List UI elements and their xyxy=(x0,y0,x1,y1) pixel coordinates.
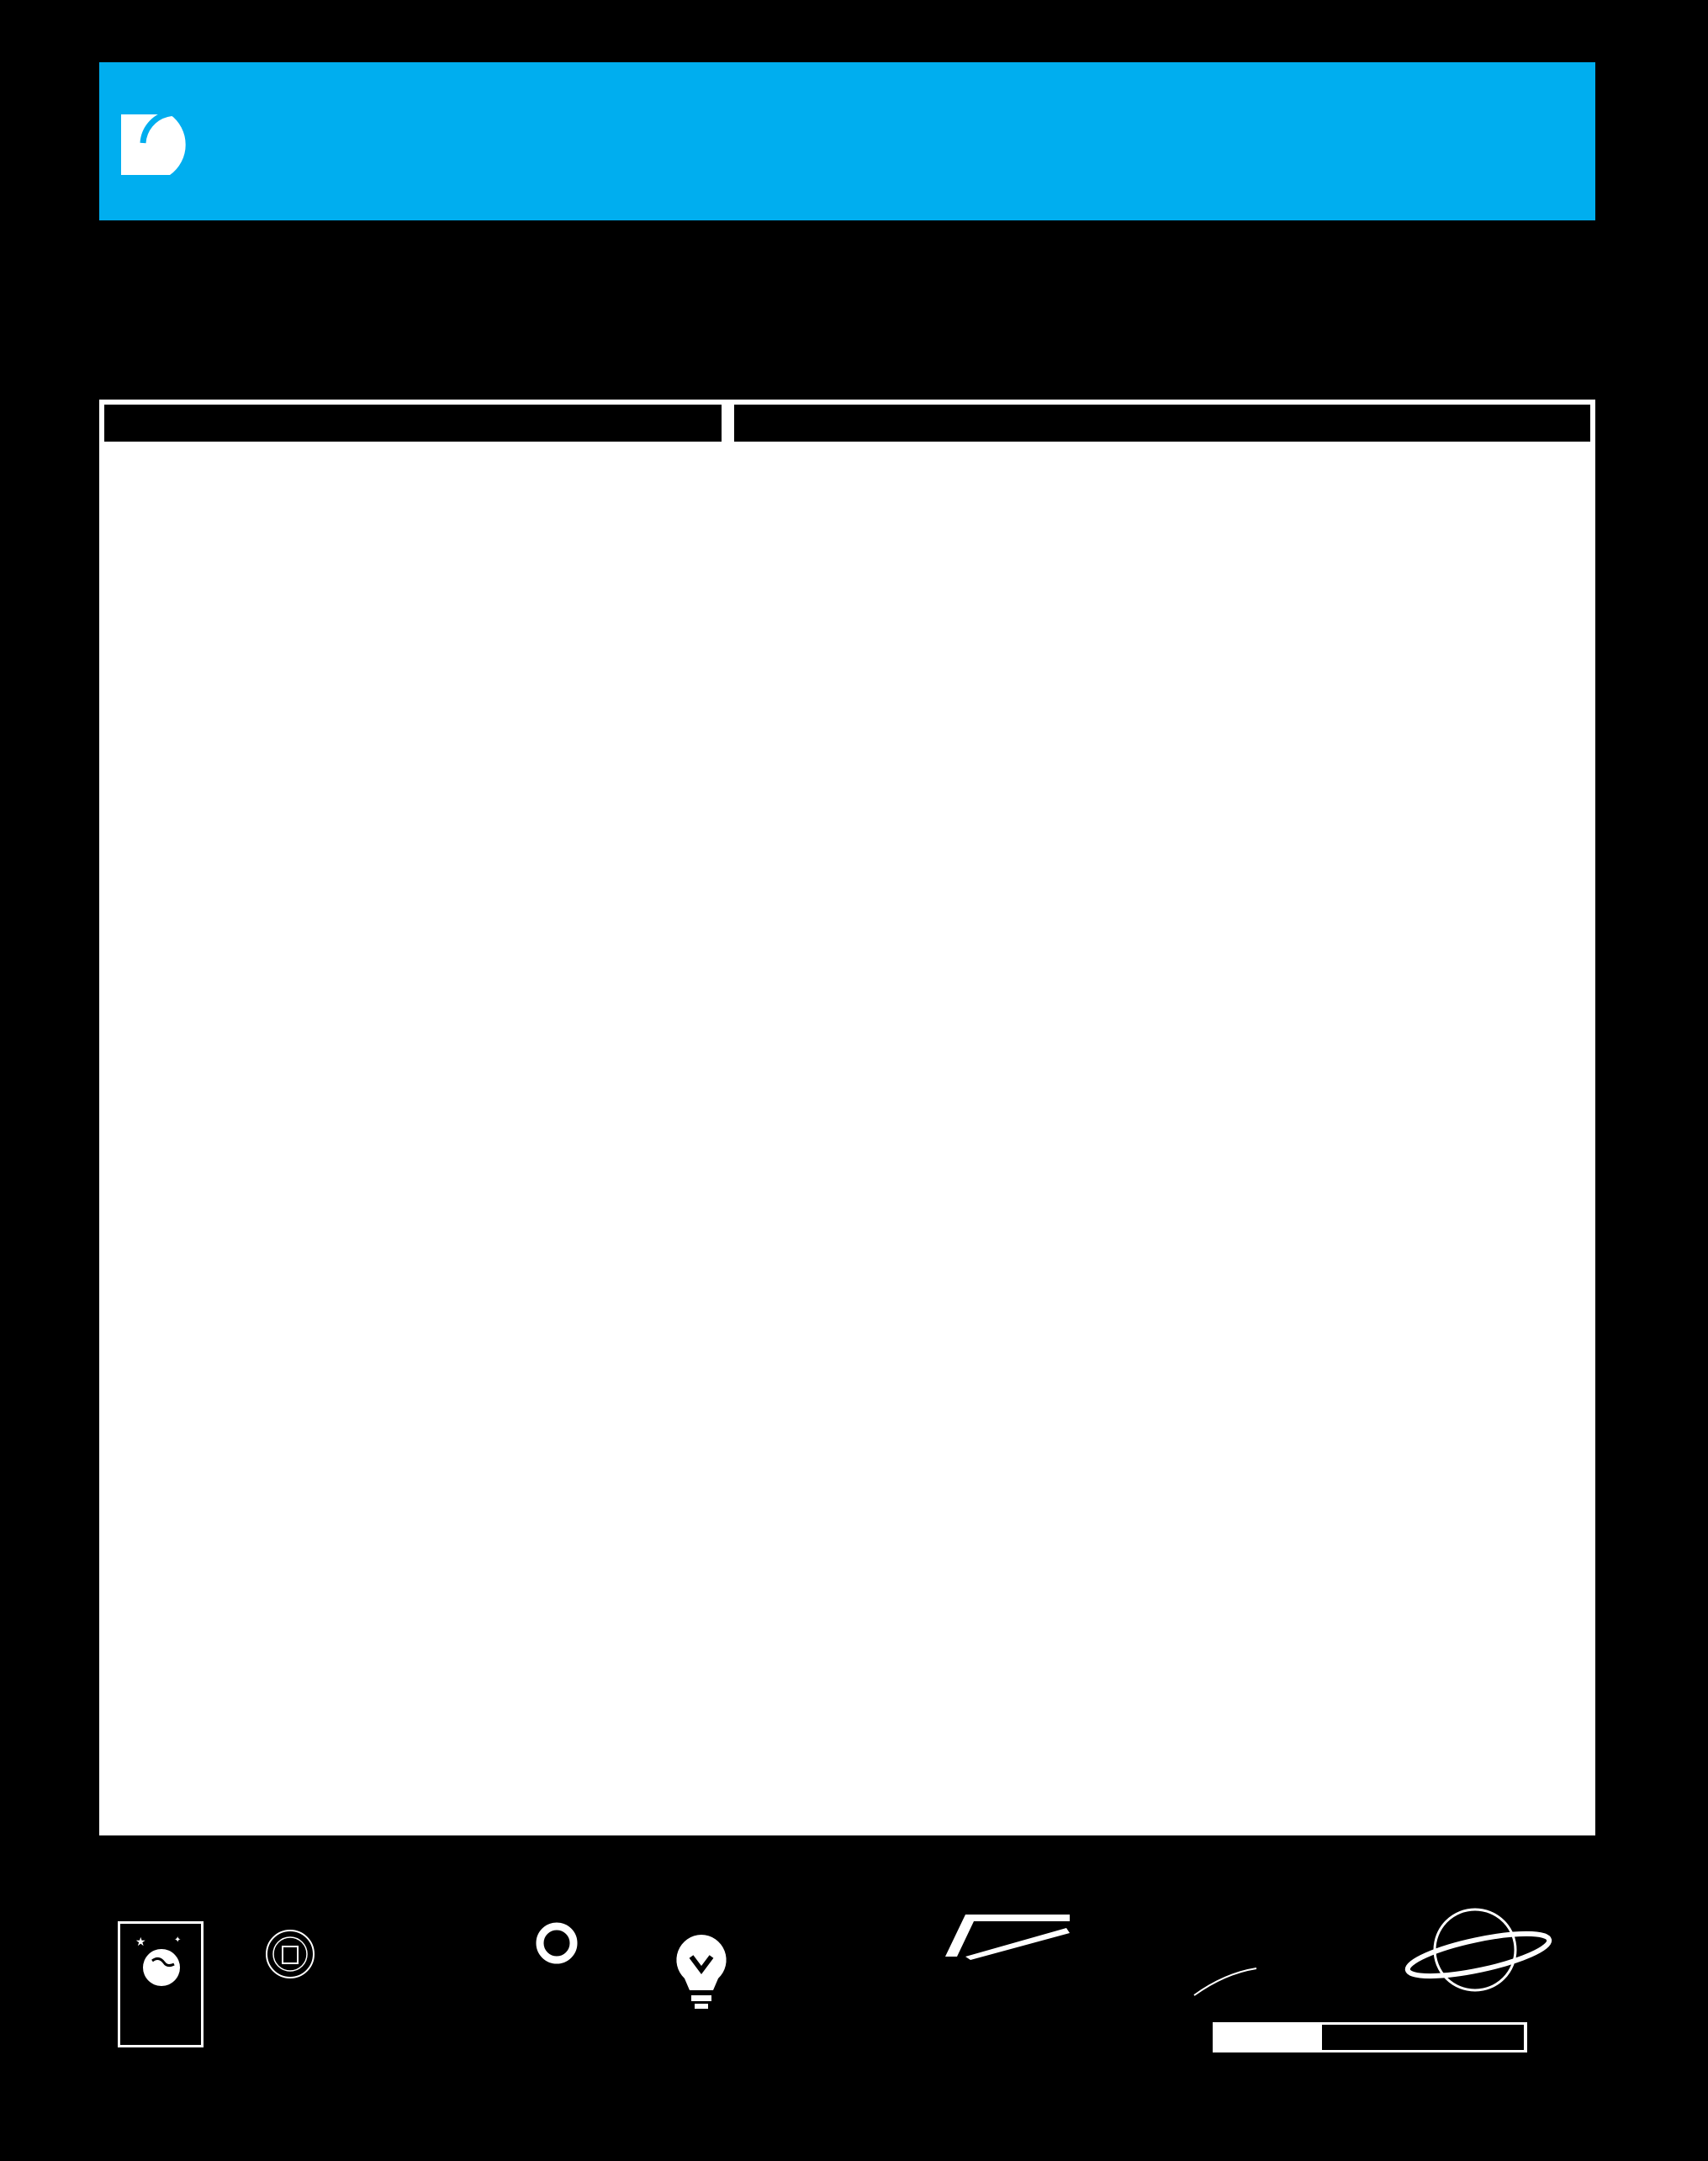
wroclaw-logo xyxy=(1213,2022,1527,2052)
column-header-time xyxy=(104,405,259,442)
arp-ring-icon xyxy=(531,1918,582,1968)
cbk-logo-icon xyxy=(1403,1906,1554,1999)
polsa-swoosh-icon xyxy=(1191,1965,1258,1999)
niw-wing-icon xyxy=(940,1909,1075,1960)
column-header-who xyxy=(259,405,722,442)
wroclaw-slogan xyxy=(1322,2025,1524,2050)
lightbulb-icon xyxy=(669,1930,733,2010)
university-crest-icon xyxy=(264,1926,316,1985)
svg-text:✦: ✦ xyxy=(174,1936,182,1945)
header-banner xyxy=(99,62,1595,220)
wrospace-logo xyxy=(118,1921,204,2047)
world-space-week-logo-icon xyxy=(118,103,217,178)
globe-icon xyxy=(129,1931,194,1989)
svg-text:★: ★ xyxy=(135,1935,146,1948)
schedule-table xyxy=(99,400,1595,1835)
column-header-what xyxy=(734,405,1590,442)
